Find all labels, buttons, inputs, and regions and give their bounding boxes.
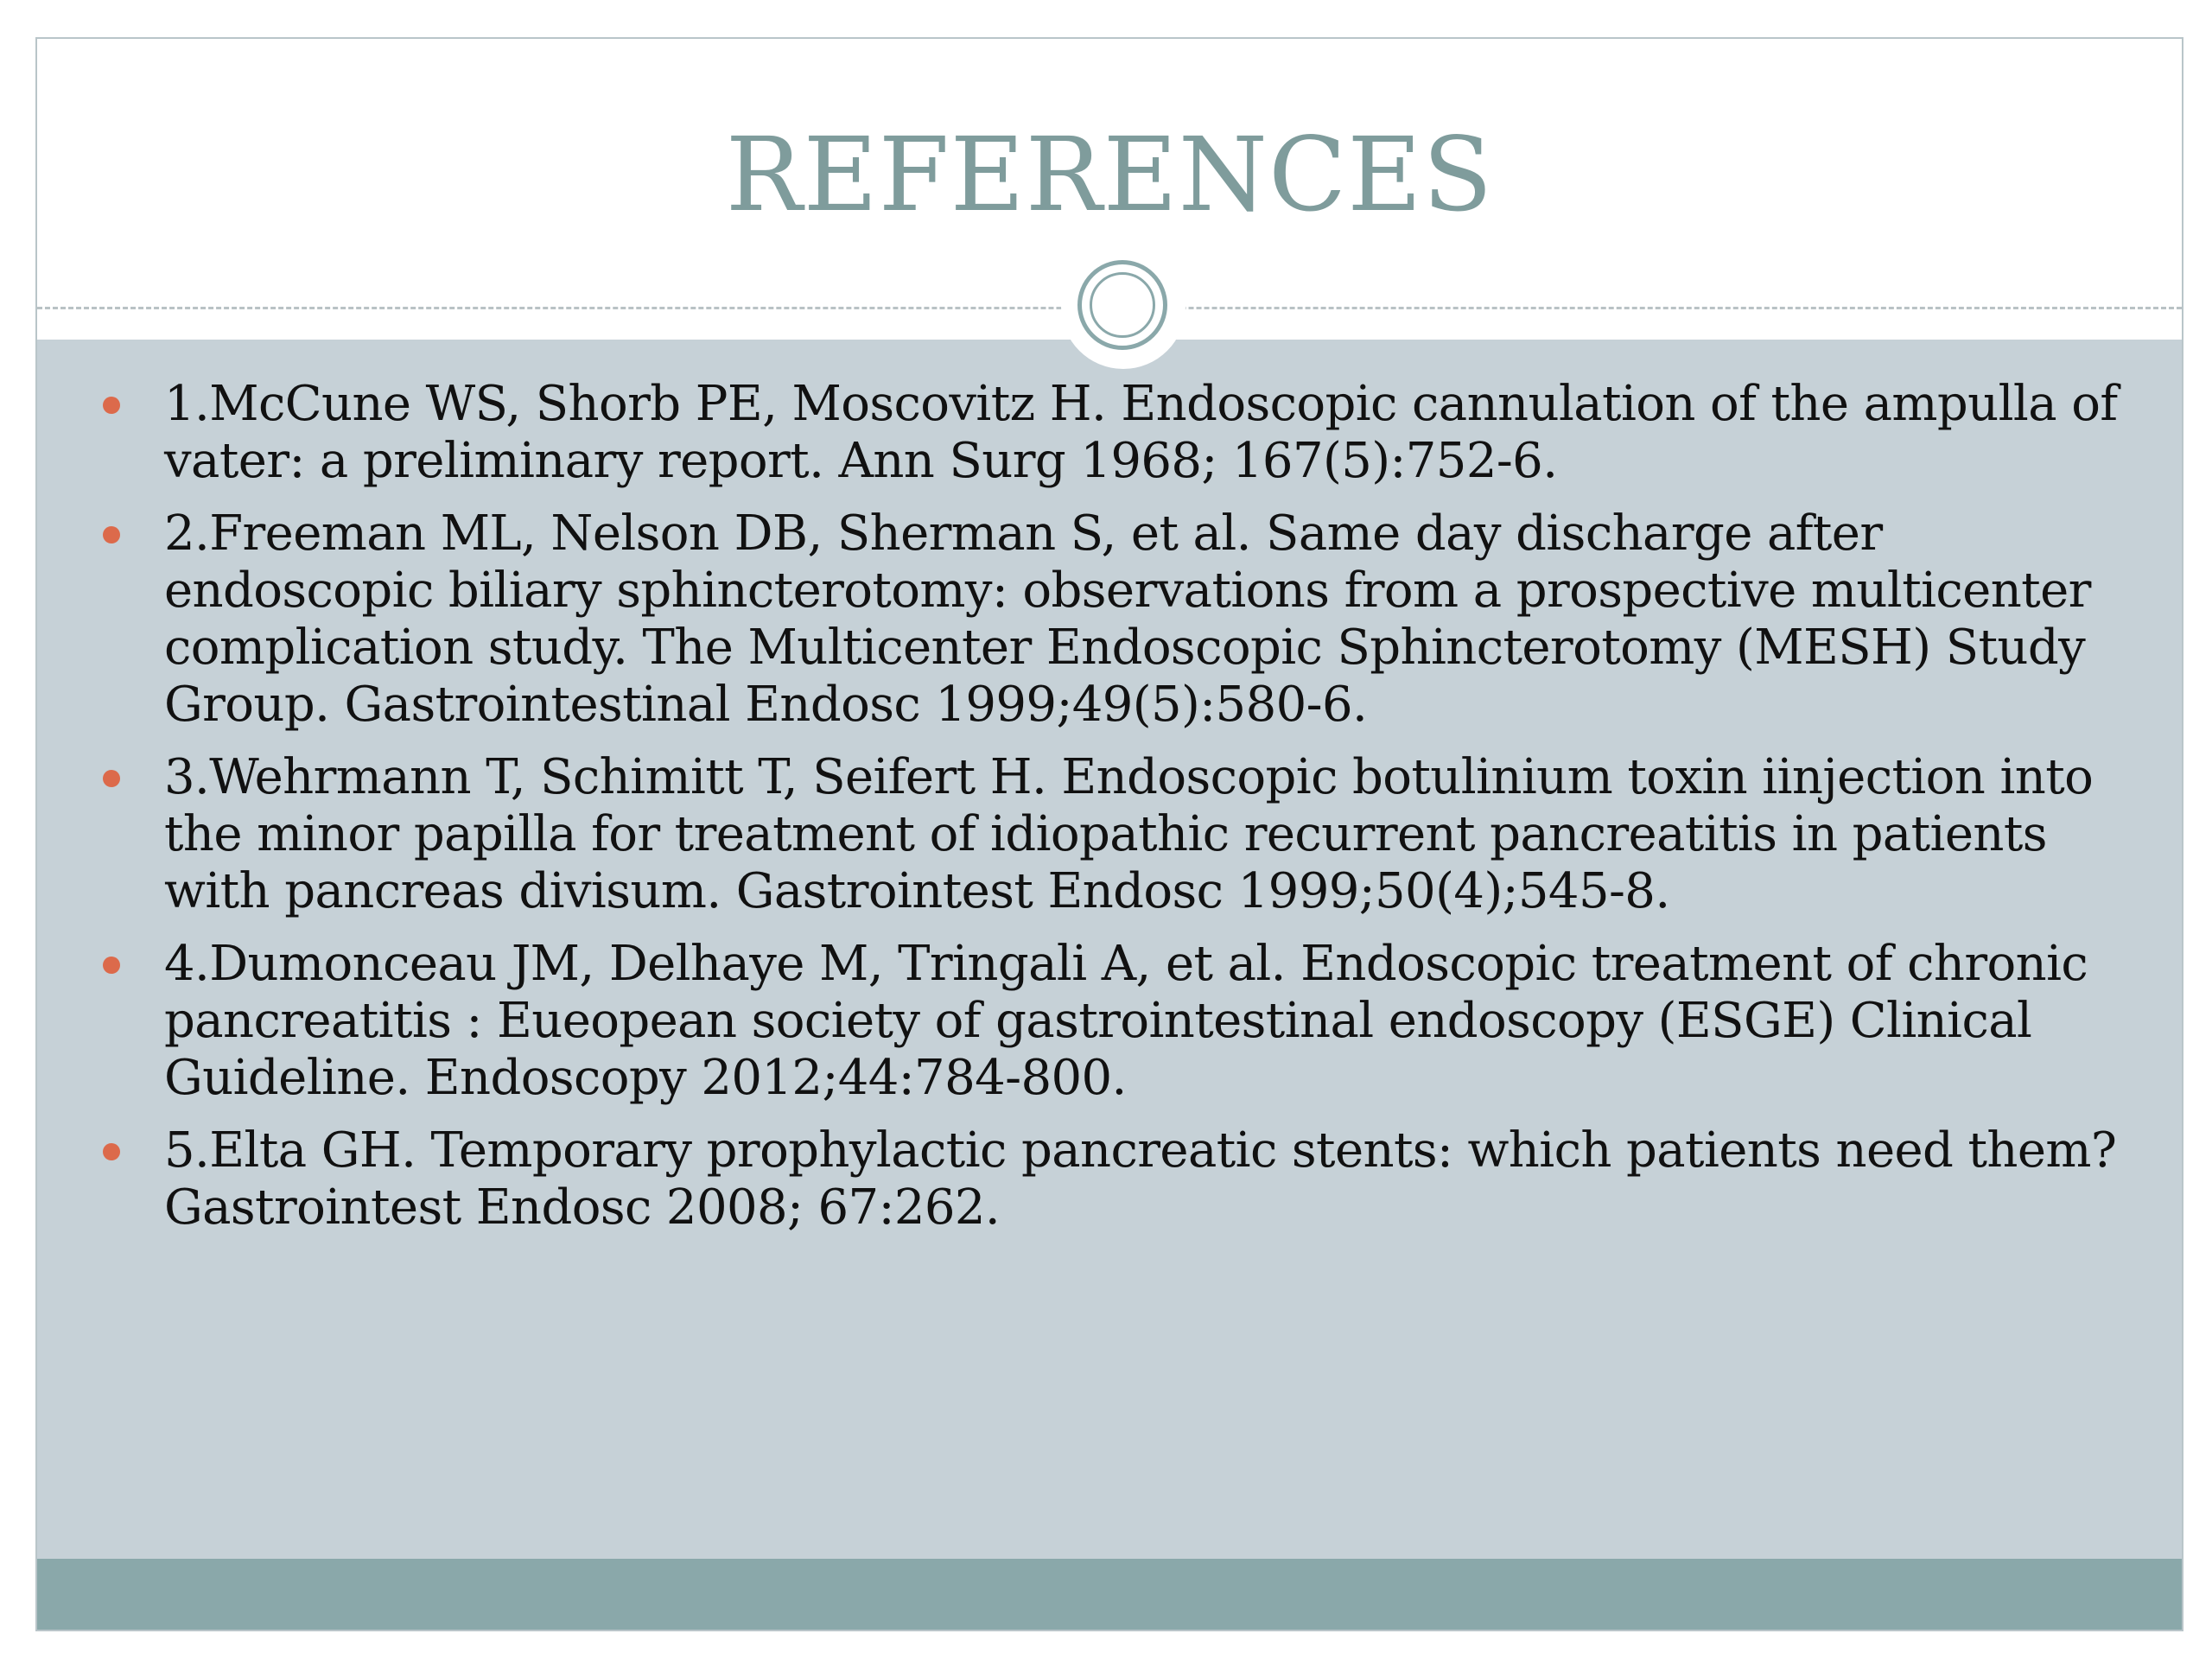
bullet-icon xyxy=(103,957,120,974)
bullet-icon xyxy=(103,526,120,543)
footer-band xyxy=(37,1559,2182,1631)
reference-text: 4.Dumonceau JM, Delhaye M, Tringali A, et al. Endoscopic treatment of chronic pancreatitis : Eueopean society of gastrointestinal endoscopy (ESGE) Clinical Guideline. Endoscopy 2012;44:784-800. xyxy=(164,936,2088,1106)
reference-item xyxy=(37,1122,2183,1236)
references-list xyxy=(37,376,2183,1252)
references-slide xyxy=(35,37,2183,1631)
reference-item xyxy=(37,749,2183,920)
reference-text: 1.McCune WS, Shorb PE, Moscovitz H. Endoscopic cannulation of the ampulla of vater: a preliminary report. Ann Surg 1968; 167(5):752-6. xyxy=(164,376,2118,489)
reference-item xyxy=(37,936,2183,1107)
slide-title: REFERENCES xyxy=(725,115,1494,234)
reference-item xyxy=(37,376,2183,490)
reference-text: 3.Wehrmann T, Schimitt T, Seifert H. Endoscopic botulinium toxin iinjection into the minor papilla for treatment of idiopathic recurrent pancreatitis in patients with pancreas divisum. Gastrointest Endosc 1999;50(4);545-8. xyxy=(164,749,2094,919)
bullet-icon xyxy=(103,397,120,414)
reference-item xyxy=(37,505,2183,734)
bullet-icon xyxy=(103,770,120,787)
bullet-icon xyxy=(103,1143,120,1160)
reference-text: 5.Elta GH. Temporary prophylactic pancreatic stents: which patients need them? Gastrointest Endosc 2008; 67:262. xyxy=(164,1122,2117,1236)
decorative-inner-ring xyxy=(1090,272,1155,338)
reference-text: 2.Freeman ML, Nelson DB, Sherman S, et al. Same day discharge after endoscopic biliary sphincterotomy: observations from a prospective multicenter complication study. The Multicenter Endoscopic Sphincterotomy (MESH) Study Group. Gastrointestinal Endosc 1999;49(5):580-6. xyxy=(164,505,2091,733)
